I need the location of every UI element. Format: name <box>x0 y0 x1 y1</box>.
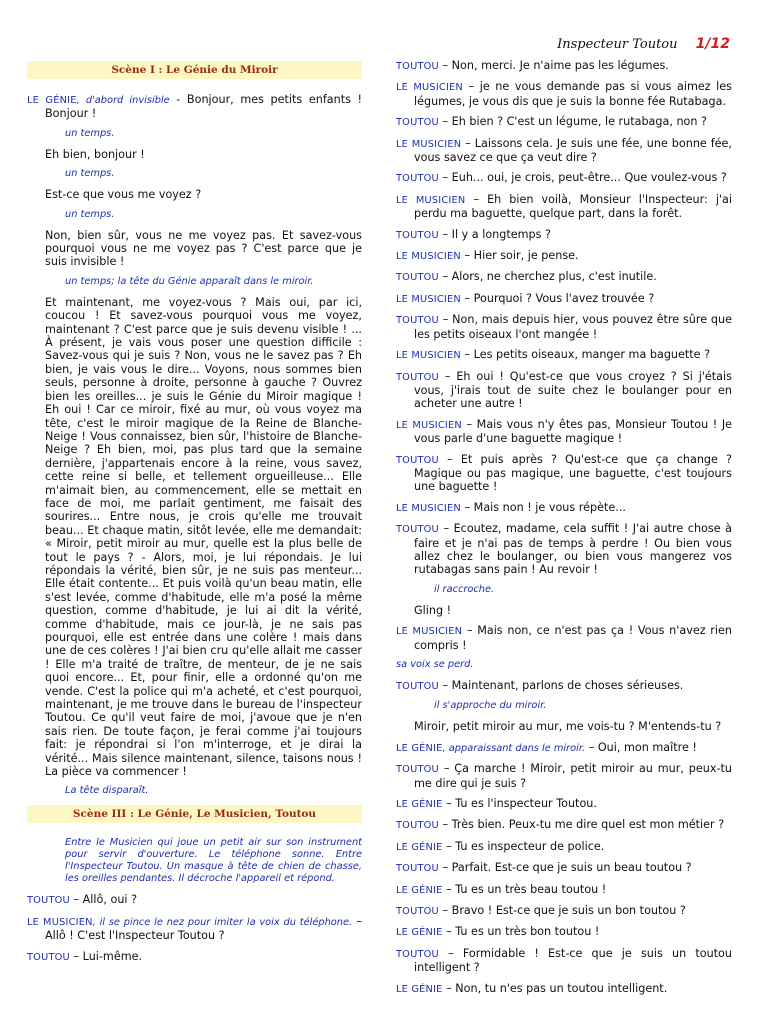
dialogue-dash: – <box>438 522 454 536</box>
stage-direction: La tête disparaît. <box>65 785 149 797</box>
speaker-name: LE MUSICIEN <box>396 194 466 206</box>
dialogue-dash: – <box>438 171 452 185</box>
dialogue-line <box>396 840 732 854</box>
dialogue-text: Et maintenant, me voyez-vous ? Mais oui, par ici, coucou ! Et savez-vous pourquoi vous me voyez, maintenant ? C'est parce que je suis devenu visible ! ... À présent, je vais vous poser une question difficile : Savez-vous qui je suis ? Non, vous ne le savez pas ? Eh bien, je vais vous le dire... Voyons, nous sommes bien seuls, personne à droite, personne à gauche ? Ouvrez bien les oreilles... je suis le Génie du Miroir magique ! Eh oui ! Car ce miroir, fixé au mur, où vous voyez ma tête, c'est le miroir magique de la Reine de Blanche-Neige ! Vous connaissez, bien sûr, l'histoire de Blanche-Neige ? Eh bien, moi, pas plus tard que la semaine dernière, j'appartenais encore à la reine, vous savez, cette reine si belle, et tellement orgueilleuse... Elle m'aimait bien, au commencement, elle se mettait en face de moi, me parlait gentiment, me faisait des sourires... Entre nous, je crois qu'elle me trouvait beau... Et chaque matin, sitôt levée, elle me demandait: « Miroir, petit miroir au mur, quelle est la plus belle de tout le pays ? - Alors, moi, je lui répondais. Je lui répondais la vérité, bien sûr, je ne suis pas menteur... Elle était contente... Et puis voilà qu'un beau matin, elle s'est levée, comme d'habitude, elle m'a posé la même question, comme d'habitude, je lui ai dit la vérité, comme d'habitude, mais ce jour-là, je ne sais pas pourquoi, elle est entrée dans une colère ! mais dans une de ces colères ! J'ai bien cru qu'elle allait me casser ! Elle m'a traité de traître, de menteur, de je ne sais quoi encore... Et, pour finir, elle a ordonné qu'on me vende. C'est la police qui m'a acheté, et c'est pourquoi, maintenant, je me trouve dans le bureau de l'inspecteur Toutou. Ce qu'il veut faire de moi, j'avoue que je n'en sais rien. De toute façon, je ferai comme j'ai toujours fait: je répondrai si l'on m'interroge, et je dirai la vérité... Mais silence maintenant, silence, taisons nous ! La pièce va commencer ! <box>45 295 362 779</box>
dialogue-line <box>396 80 732 108</box>
speaker-name: LE MUSICIEN <box>396 626 463 638</box>
dialogue-line <box>396 137 732 165</box>
dialogue-line <box>396 348 732 362</box>
dialogue-text: Mais non ! je vous répète... <box>473 500 626 514</box>
dialogue-dash: – <box>442 797 456 811</box>
dialogue-line <box>396 982 732 996</box>
dialogue-text: Et puis après ? Qu'est-ce que ça change ? Magique ou pas magique, une baguette, c'est toujours une baguette ! <box>414 452 732 494</box>
dialogue-dash: – <box>438 904 452 918</box>
dialogue-dash: – <box>442 981 456 995</box>
dialogue-dash: – <box>585 740 598 754</box>
dialogue-text: Pourquoi ? Vous l'avez trouvée ? <box>473 291 655 305</box>
speaker-name: TOUTOU <box>396 681 439 692</box>
speaker-name: TOUTOU <box>396 371 439 383</box>
speaker-name: LE MUSICIEN <box>396 293 461 305</box>
dialogue-text: Allô, oui ? <box>82 893 138 907</box>
dialogue-text: Euh... oui, je crois, peut-être... Que voulez-vous ? <box>451 171 727 185</box>
speaker-name: TOUTOU <box>396 863 439 875</box>
dialogue-text: Non, mais depuis hier, vous pouvez être sûre que les petits oiseaux l'ont mangée ! <box>414 313 732 341</box>
dialogue-dash: – <box>461 136 475 150</box>
dialogue-text: Eh bien, bonjour ! <box>45 147 145 161</box>
dialogue-text: Allô ! C'est l'Inspecteur Toutou ? <box>45 929 225 943</box>
dialogue-line <box>27 915 362 943</box>
dialogue-dash: – <box>438 861 452 875</box>
dialogue-text: Parfait. Est-ce que je suis un beau toutou ? <box>451 861 692 875</box>
speaker-name: LE GÉNIE <box>396 927 443 939</box>
speaker-name: LE MUSICIEN <box>396 251 461 263</box>
dialogue-dash: – <box>462 80 480 94</box>
speaker-name: TOUTOU <box>396 61 439 72</box>
dialogue-dash: – <box>460 249 474 263</box>
stage-direction: , apparaissant dans le miroir. <box>442 742 586 754</box>
speaker-name: LE GÉNIE <box>396 742 443 754</box>
stage-direction: , d'abord invisible <box>76 95 170 106</box>
stage-direction: Entre le Musicien qui joue un petit air sur son instrument pour servir d'ouverture. Le téléphone sonne. Entre l'Inspecteur Toutou. Un masque à tête de chien de chasse, les oreilles pendantes. Il décroche l'appareil et répond. <box>65 837 362 885</box>
dialogue-text: je ne vous demande pas si vous aimez les légumes, je vous dis que je suis la bonne fée Rutabaga. <box>414 80 732 108</box>
dialogue-line <box>396 624 732 652</box>
dialogue-line <box>396 370 732 411</box>
dialogue-dash: - <box>169 93 187 106</box>
dialogue-text: Ecoutez, madame, cela suffit ! J'ai autre chose à faire et je n'ai pas de temps à perdre ! Ou bien vous allez chez le boulanger, ou bien vous mangerez vos rutabagas sans pain ! Au revoir ! <box>414 522 732 577</box>
dialogue-line <box>27 893 362 907</box>
dialogue-dash: – <box>438 369 457 383</box>
dialogue-line <box>27 93 362 121</box>
stage-direction: un temps. <box>65 127 115 139</box>
speaker-name: TOUTOU <box>396 117 439 129</box>
dialogue-line <box>396 762 732 790</box>
speaker-name: LE MUSICIEN <box>396 350 461 362</box>
dialogue-text: Alors, ne cherchez plus, c'est inutile. <box>451 270 657 284</box>
dialogue-text: Lui-même. <box>82 949 143 963</box>
speaker-name: LE GÉNIE <box>27 95 77 106</box>
dialogue-text: Eh bien voilà, Monsieur l'Inspecteur: j'ai perdu ma baguette, quelque part, dans la forêt. <box>414 192 732 221</box>
dialogue-dash: – <box>438 679 452 692</box>
dialogue-dash: – <box>438 270 452 284</box>
dialogue-text: Mais vous n'y êtes pas, Monsieur Toutou ! Je vous parle d'une baguette magique ! <box>414 417 732 446</box>
speaker-name: TOUTOU <box>396 229 439 241</box>
dialogue-line <box>396 861 732 875</box>
dialogue-line <box>396 679 732 693</box>
dialogue-line <box>396 115 732 129</box>
dialogue-dash: – <box>465 192 488 206</box>
dialogue-dash: – <box>460 500 474 514</box>
stage-direction: un temps. <box>65 168 115 180</box>
right-column <box>396 59 732 1021</box>
speaker-name: TOUTOU <box>396 524 439 536</box>
dialogue-dash: – <box>438 59 452 72</box>
dialogue-text: Tu es un très bon toutou ! <box>455 925 600 939</box>
dialogue-line <box>396 453 732 494</box>
dialogue-text: Eh oui ! Qu'est-ce que vous croyez ? Si j'étais vous, j'irais tout de suite chez le boulanger pour en acheter une autre ! <box>414 369 732 411</box>
dialogue-text: Tu es l'inspecteur Toutou. <box>455 797 597 811</box>
dialogue-dash: – <box>438 452 461 466</box>
speaker-name: LE MUSICIEN <box>396 502 461 514</box>
dialogue-dash: – <box>69 949 83 963</box>
dialogue-dash: – <box>460 348 474 362</box>
dialogue-line <box>396 418 732 446</box>
dialogue-line <box>396 925 732 939</box>
dialogue-text: Non, tu n'es pas un toutou intelligent. <box>455 981 668 995</box>
dialogue-text: Mais non, ce n'est pas ça ! Vous n'avez rien compris ! <box>414 624 732 652</box>
dialogue-line <box>396 797 732 811</box>
dialogue-line <box>396 270 732 284</box>
dialogue-line <box>396 818 732 832</box>
page-header <box>557 36 730 52</box>
scene-heading: Scène III : Le Génie, Le Musicien, Toutou <box>27 805 362 823</box>
dialogue-line <box>396 171 732 185</box>
dialogue-dash: – <box>461 417 477 431</box>
dialogue-text: Bravo ! Est-ce que je suis un bon toutou ? <box>451 904 686 918</box>
dialogue-line <box>396 193 732 221</box>
dialogue-text: Les petits oiseaux, manger ma baguette ? <box>473 348 711 362</box>
dialogue-dash: – <box>438 818 452 832</box>
dialogue-text: Laissons cela. Je suis une fée, une bonne fée, vous savez ce que ça veut dire ? <box>414 136 732 165</box>
speaker-name: TOUTOU <box>396 315 439 327</box>
dialogue-line <box>396 313 732 341</box>
dialogue-text: Maintenant, parlons de choses sérieuses. <box>451 679 684 692</box>
dialogue-text: Non, merci. Je n'aime pas les légumes. <box>451 59 669 72</box>
dialogue-text: Tu es inspecteur de police. <box>455 839 605 853</box>
speaker-name: LE GÉNIE <box>396 799 443 811</box>
stage-direction: , il se pince le nez pour imiter la voix du téléphone. <box>92 916 353 928</box>
dialogue-text: Non, bien sûr, vous ne me voyez pas. Et savez-vous pourquoi vous ne me voyez pas ? C'est parce que je suis invisible ! <box>45 228 362 269</box>
dialogue-text: Bonjour, mes petits enfants ! Bonjour ! <box>45 93 362 121</box>
dialogue-text: Il y a longtemps ? <box>451 227 551 241</box>
dialogue-line <box>396 904 732 918</box>
dialogue-line <box>396 501 732 515</box>
dialogue-dash: – <box>438 313 453 327</box>
dialogue-text: Ça marche ! Miroir, petit miroir au mur, peux-tu me dire qui je suis ? <box>414 762 732 790</box>
speaker-name: TOUTOU <box>27 895 70 907</box>
dialogue-line <box>396 522 732 577</box>
speaker-name: LE GÉNIE <box>396 841 443 853</box>
speaker-name: LE MUSICIEN <box>27 916 93 928</box>
dialogue-line <box>396 883 732 897</box>
speaker-name: TOUTOU <box>396 764 439 776</box>
dialogue-text: Formidable ! Est-ce que je suis un toutou intelligent ? <box>414 946 732 975</box>
dialogue-line <box>396 249 732 263</box>
page-number: 1/12 <box>695 36 730 52</box>
stage-direction: il raccroche. <box>434 583 495 595</box>
dialogue-text: Très bien. Peux-tu me dire quel est mon métier ? <box>451 818 725 832</box>
dialogue-line <box>396 741 732 755</box>
speaker-name: TOUTOU <box>396 173 439 185</box>
dialogue-text: Tu es un très beau toutou ! <box>455 882 607 896</box>
dialogue-dash: – <box>438 115 452 129</box>
dialogue-dash: – <box>460 291 474 305</box>
speaker-name: LE GÉNIE <box>396 884 443 896</box>
dialogue-text: Miroir, petit miroir au mur, me vois-tu ? M'entends-tu ? <box>414 720 722 734</box>
speaker-name: TOUTOU <box>396 948 439 960</box>
stage-direction: un temps. <box>65 208 115 220</box>
dialogue-dash: – <box>462 624 478 638</box>
dialogue-line <box>396 292 732 306</box>
speaker-name: TOUTOU <box>396 820 439 832</box>
left-column <box>27 59 362 1021</box>
speaker-name: TOUTOU <box>27 951 70 963</box>
dialogue-dash: – <box>442 925 456 939</box>
dialogue-dash: – <box>438 227 452 241</box>
dialogue-dash: – <box>69 893 83 907</box>
dialogue-line <box>396 228 732 242</box>
dialogue-text: Est-ce que vous me voyez ? <box>45 188 202 202</box>
stage-direction: un temps; la tête du Génie apparaît dans le miroir. <box>65 275 314 287</box>
dialogue-line <box>27 950 362 964</box>
scene-heading: Scène I : Le Génie du Miroir <box>27 61 362 79</box>
speaker-name: LE GÉNIE <box>396 983 443 995</box>
dialogue-dash: – <box>442 839 456 853</box>
speaker-name: TOUTOU <box>396 454 439 466</box>
stage-direction: sa voix se perd. <box>396 659 474 670</box>
dialogue-text: Eh bien ? C'est un légume, le rutabaga, non ? <box>451 115 707 129</box>
dialogue-line <box>396 59 732 73</box>
dialogue-text: Oui, mon maître ! <box>597 740 697 754</box>
speaker-name: TOUTOU <box>396 272 439 284</box>
play-title: Inspecteur Toutou <box>557 37 678 52</box>
speaker-name: LE MUSICIEN <box>396 419 462 431</box>
dialogue-line <box>396 947 732 975</box>
dialogue-dash: – <box>352 914 362 928</box>
stage-direction: il s'approche du miroir. <box>434 700 547 712</box>
dialogue-dash: – <box>438 946 463 960</box>
speaker-name: LE MUSICIEN <box>396 82 463 94</box>
speaker-name: LE MUSICIEN <box>396 138 462 150</box>
speaker-name: TOUTOU <box>396 906 439 918</box>
dialogue-dash: – <box>442 882 456 896</box>
dialogue-text: Gling ! <box>414 603 452 617</box>
dialogue-dash: – <box>438 762 455 776</box>
dialogue-text: Hier soir, je pense. <box>473 249 579 263</box>
